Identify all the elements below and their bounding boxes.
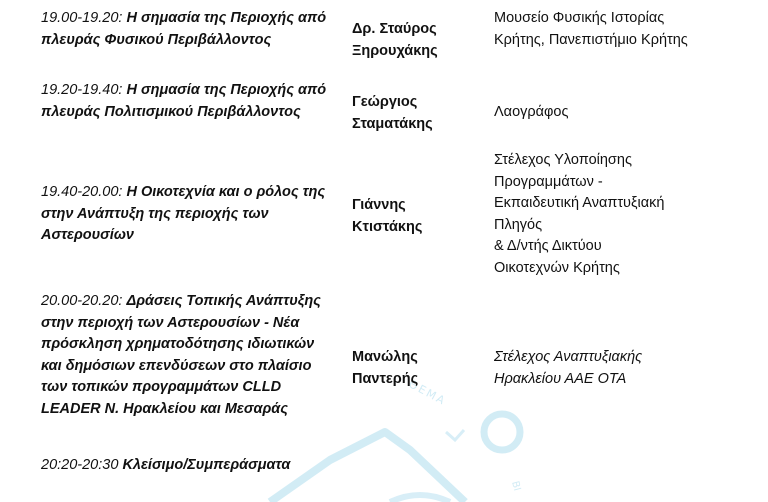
role-line: Οικοτεχνών Κρήτης <box>494 259 620 276</box>
role-line: Πληγός <box>494 216 543 233</box>
topic: Η Οικοτεχνία και ο ρόλος της στην Ανάπτυξη της περιοχής των Αστερουσίων <box>41 184 326 243</box>
time-slot: 20:20-20:30 <box>41 457 119 473</box>
topic: Δράσεις Τοπικής Ανάπτυξης στην περιοχή των Αστερουσίων - Νέα πρόσκληση χρηματοδότησης ιδιωτικών και δημόσιων επενδύσεων στο πλαίσιο των τοπικών προγραμμάτων CLLD LEADER Ν. Ηρακλείου και Μεσαράς <box>41 293 321 417</box>
time-topic <box>41 455 361 477</box>
time-slot: 20.00-20.20: <box>41 293 123 309</box>
time-topic <box>41 182 341 247</box>
role-line: Προγραμμάτων - <box>494 173 603 190</box>
speaker-name: Γεώργιος Σταματάκης <box>352 94 433 132</box>
role-line: Στέλεχος Υλοποίησης <box>494 152 632 168</box>
speaker-name: Γιάννης Κτιστάκης <box>352 197 423 235</box>
speaker-name: Δρ. Σταύρος Ξηρουχάκης <box>352 21 438 59</box>
watermark-text: ΘΕΜΑ <box>406 377 449 408</box>
speaker-name: Μανώλης Παντερής <box>352 349 419 387</box>
watermark-bird <box>446 430 464 440</box>
speaker-role: Στέλεχος Αναπτυξιακής Ηρακλείου ΑΑΕ ΟΤΑ <box>494 349 643 387</box>
speaker-role: Λαογράφος <box>494 104 569 120</box>
time-topic <box>41 291 326 420</box>
time-slot: 19.20-19.40: <box>41 82 123 98</box>
watermark-wave <box>390 495 450 502</box>
topic: Η σημασία της Περιοχής από πλευράς Φυσικού Περιβάλλοντος <box>41 10 327 48</box>
speaker-role <box>494 150 754 279</box>
time-topic <box>41 8 341 51</box>
time-slot: 19.00-19.20: <box>41 10 123 26</box>
role-line: Εκπαιδευτική Αναπτυξιακή <box>494 195 665 211</box>
speaker-role: Μουσείο Φυσικής Ιστορίας Κρήτης, Πανεπιστήμιο Κρήτης <box>494 10 688 48</box>
watermark-text-2: ΒΙ <box>509 479 523 493</box>
topic: Κλείσιμο/Συμπεράσματα <box>122 457 291 473</box>
topic: Η σημασία της Περιοχής από πλευράς Πολιτισμικού Περιβάλλοντος <box>41 82 327 120</box>
time-slot: 19.40-20.00: <box>41 184 123 200</box>
watermark-circle <box>484 414 520 450</box>
time-topic <box>41 80 341 123</box>
role-line: & Δ/ντής Δικτύου <box>494 238 602 254</box>
